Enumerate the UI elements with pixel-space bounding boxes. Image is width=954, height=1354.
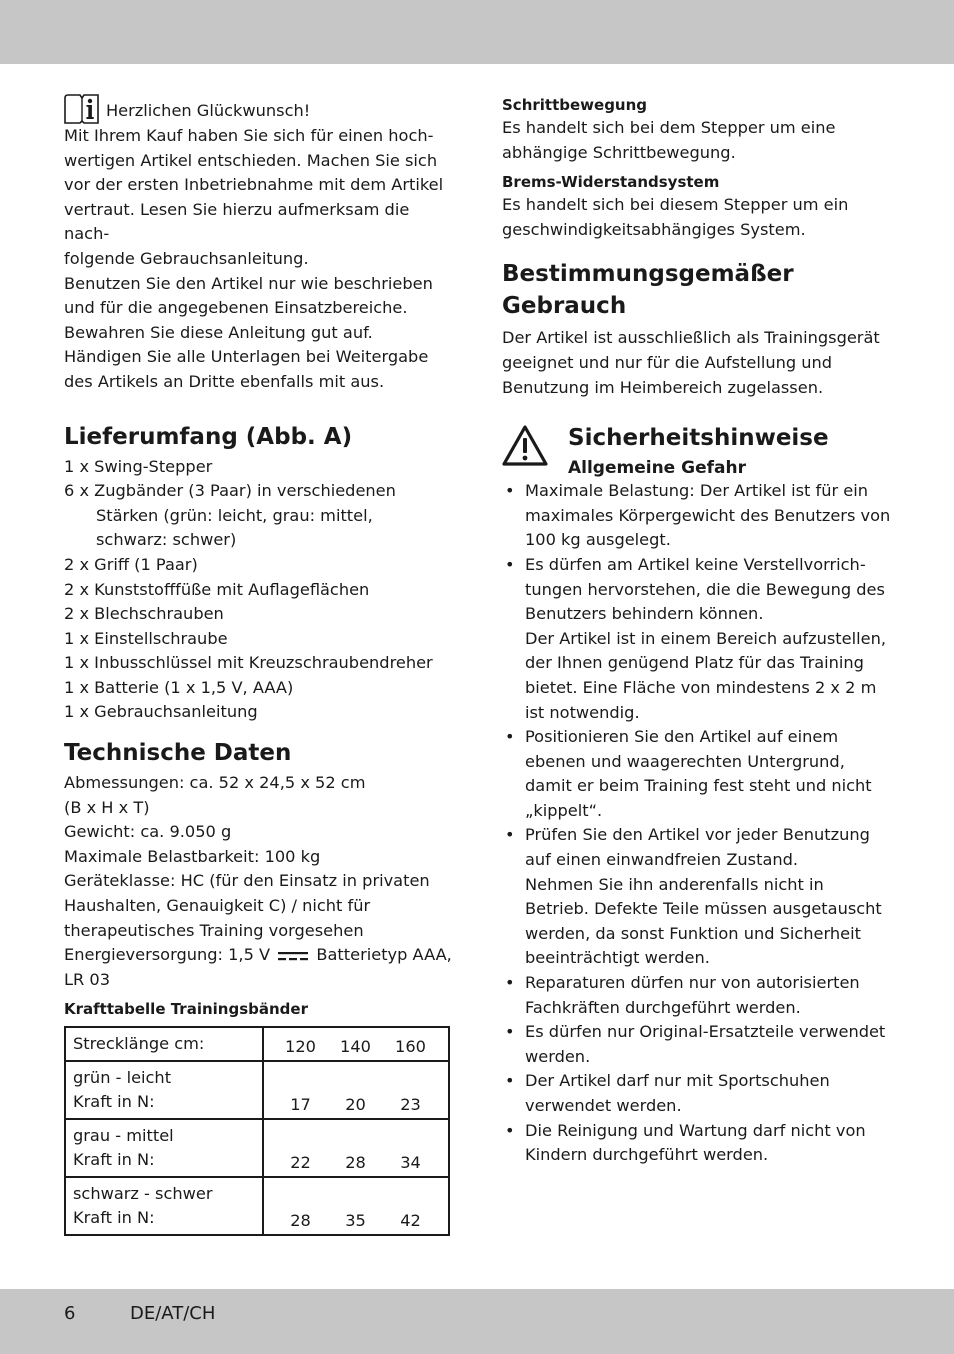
- intro-greeting: Herzlichen Glückwunsch!: [106, 101, 311, 121]
- safety-bullet-line: beeinträchtigt werden.: [525, 948, 710, 968]
- list-item: 2 x Kunststofffüße mit Auflageflächen: [64, 579, 370, 599]
- table-row: [65, 1119, 449, 1177]
- safety-bullet: [502, 823, 894, 971]
- intro-line: Händigen Sie alle Unterlagen bei Weitergabe: [64, 347, 429, 367]
- sicherheit-heading: Sicherheitshinweise: [568, 425, 829, 452]
- table-row: [65, 1177, 449, 1235]
- lieferumfang-heading: Lieferumfang (Abb. A): [64, 423, 353, 450]
- table-header-label: Strecklänge cm:: [65, 1027, 263, 1061]
- krafttabelle-heading: Krafttabelle Trainingsbänder: [64, 1000, 308, 1019]
- list-item: 1 x Gebrauchsanleitung: [64, 702, 258, 722]
- krafttabelle-table: [64, 1026, 450, 1236]
- safety-bullet-line: ebenen und waagerechten Untergrund,: [525, 751, 845, 771]
- safety-bullet: [502, 1020, 894, 1069]
- intro-line: folgende Gebrauchsanleitung.: [64, 248, 309, 268]
- bestimmung-line: Der Artikel ist ausschließlich als Trainingsgerät: [502, 328, 880, 348]
- left-column: [64, 94, 456, 1236]
- tech-line: (B x H x T): [64, 797, 150, 817]
- safety-bullet: [502, 1119, 894, 1168]
- table-value: 35: [345, 1211, 366, 1231]
- table-value: 120: [285, 1037, 316, 1057]
- list-item-continuation: Stärken (grün: leicht, grau: mittel,: [96, 505, 373, 525]
- tech-line: therapeutisches Training vorgesehen: [64, 920, 364, 940]
- safety-bullet-line: ist notwendig.: [525, 702, 640, 722]
- safety-bullet-line: damit er beim Training fest steht und nicht: [525, 776, 872, 796]
- safety-bullet-line: • Der Artikel darf nur mit Sportschuhen: [525, 1071, 830, 1091]
- energy-last-line: LR 03: [64, 969, 111, 989]
- table-value: 160: [395, 1037, 426, 1057]
- table-row-label-line: schwarz - schwer: [73, 1184, 213, 1204]
- list-item: 2 x Blechschrauben: [64, 604, 224, 624]
- bestimmung-heading-line1: Bestimmungsgemäßer: [502, 261, 794, 288]
- intro-line: Bewahren Sie diese Anleitung gut auf.: [64, 322, 373, 342]
- intro-line: vertraut. Lesen Sie hierzu aufmerksam die nach-: [64, 199, 410, 244]
- tech-line: Maximale Belastbarkeit: 100 kg: [64, 846, 321, 866]
- table-row-label-line: Kraft in N:: [73, 1092, 155, 1112]
- safety-bullet-line: werden, da sonst Funktion und Sicherheit: [525, 923, 861, 943]
- list-item: 1 x Einstellschraube: [64, 628, 228, 648]
- allgemeine-gefahr-heading: Allgemeine Gefahr: [568, 458, 746, 479]
- header-bar: [0, 0, 954, 64]
- table-row-values: [263, 1119, 449, 1177]
- schrittbewegung-line: Es handelt sich bei dem Stepper um eine: [502, 118, 836, 137]
- safety-bullet-line: Kindern durchgeführt werden.: [525, 1145, 769, 1165]
- safety-bullet-line: auf einen einwandfreien Zustand.: [525, 850, 799, 870]
- safety-bullet-line: • Es dürfen am Artikel keine Verstellvorrich-: [525, 554, 866, 574]
- bremssystem-text: [502, 193, 894, 242]
- safety-bullet: [502, 479, 894, 553]
- safety-bullet-line: tungen hervorstehen, die die Bewegung des: [525, 579, 885, 599]
- intro-text: [64, 124, 456, 395]
- table-value: 28: [345, 1153, 366, 1173]
- table-header-values: [263, 1027, 449, 1061]
- sicherheit-list: [502, 479, 894, 1168]
- sicherheit-header: [502, 422, 894, 479]
- safety-bullet-line: • Es dürfen nur Original-Ersatzteile verwendet: [525, 1022, 886, 1042]
- table-value: 34: [400, 1153, 421, 1173]
- safety-bullet-line: verwendet werden.: [525, 1096, 682, 1115]
- table-row-values: [263, 1061, 449, 1119]
- safety-bullet-line: der Ihnen genügend Platz für das Training: [525, 653, 864, 673]
- table-row-label-line: Kraft in N:: [73, 1150, 155, 1170]
- energy-line: [64, 943, 456, 968]
- safety-bullet-line: • Prüfen Sie den Artikel vor jeder Benutzung: [525, 825, 870, 845]
- safety-bullet-line: Fachkräften durchgeführt werden.: [525, 997, 801, 1017]
- table-row-label: [65, 1119, 263, 1177]
- safety-bullet-line: • Positionieren Sie den Artikel auf einem: [525, 727, 839, 747]
- safety-bullet: [502, 553, 894, 725]
- table-row-label-line: Kraft in N:: [73, 1208, 155, 1228]
- technische-daten-text: [64, 771, 456, 943]
- table-row-label-line: grau - mittel: [73, 1126, 174, 1146]
- list-item: 2 x Griff (1 Paar): [64, 554, 198, 574]
- tech-line: Abmessungen: ca. 52 x 24,5 x 52 cm: [64, 773, 366, 793]
- intro-line: des Artikels an Dritte ebenfalls mit aus.: [64, 371, 385, 391]
- intro-line: wertigen Artikel entschieden. Machen Sie sich: [64, 150, 438, 170]
- bestimmung-text: [502, 326, 894, 400]
- bestimmung-line: Benutzung im Heimbereich zugelassen.: [502, 377, 824, 397]
- intro-line: und für die angegebenen Einsatzbereiche.: [64, 298, 408, 318]
- energy-prefix: Energieversorgung: 1,5 V: [64, 945, 271, 965]
- table-header-row: [65, 1027, 449, 1061]
- safety-bullet-line: werden.: [525, 1046, 591, 1066]
- intro-first-line: [64, 94, 456, 124]
- intro-line: vor der ersten Inbetriebnahme mit dem Artikel: [64, 175, 444, 195]
- safety-bullet-line: Betrieb. Defekte Teile müssen ausgetauscht: [525, 899, 882, 919]
- safety-bullet-line: • Maximale Belastung: Der Artikel ist für ein: [525, 481, 869, 501]
- technische-daten-heading: Technische Daten: [64, 740, 292, 767]
- table-row-label-line: grün - leicht: [73, 1068, 172, 1088]
- tech-line: Gewicht: ca. 9.050 g: [64, 822, 232, 842]
- safety-bullet-line: Der Artikel ist in einem Bereich aufzustellen,: [525, 628, 886, 648]
- intro-line: Benutzen Sie den Artikel nur wie beschrieben: [64, 273, 433, 293]
- list-item: 6 x Zugbänder (3 Paar) in verschiedenen: [64, 481, 396, 501]
- page-number: 6: [64, 1303, 76, 1324]
- safety-bullet-line: „kippelt“.: [525, 800, 603, 820]
- safety-bullet-line: Nehmen Sie ihn anderenfalls nicht in: [525, 874, 824, 894]
- bremssystem-line: Es handelt sich bei diesem Stepper um ein: [502, 195, 849, 215]
- safety-bullet-line: Benutzers behindern können.: [525, 604, 764, 624]
- safety-bullet-line: maximales Körpergewicht des Benutzers von: [525, 505, 891, 525]
- dc-current-symbol-icon: [277, 950, 309, 962]
- table-row-label: [65, 1177, 263, 1235]
- table-row: [65, 1061, 449, 1119]
- table-value: 17: [290, 1095, 311, 1115]
- warning-triangle-icon: [502, 424, 548, 466]
- tech-line: Haushalten, Genauigkeit C) / nicht für: [64, 896, 371, 916]
- safety-bullet-line: bietet. Eine Fläche von mindestens 2 x 2 m: [525, 677, 877, 697]
- table-value: 20: [345, 1095, 366, 1115]
- lieferumfang-list: [64, 455, 456, 726]
- safety-bullet: [502, 971, 894, 1020]
- table-value: 28: [290, 1211, 311, 1231]
- schrittbewegung-heading: Schrittbewegung: [502, 96, 648, 114]
- bestimmung-line: geeignet und nur für die Aufstellung und: [502, 352, 833, 372]
- table-value: 140: [340, 1037, 371, 1057]
- list-item: 1 x Batterie (1 x 1,5 V, AAA): [64, 677, 294, 697]
- bremssystem-line: geschwindigkeitsabhängiges System.: [502, 219, 806, 239]
- list-item: 1 x Inbusschlüssel mit Kreuzschraubendreher: [64, 653, 433, 673]
- table-value: 42: [400, 1211, 421, 1231]
- tech-line: Geräteklasse: HC (für den Einsatz in privaten: [64, 871, 430, 891]
- schrittbewegung-text: [502, 116, 894, 165]
- intro-line: Mit Ihrem Kauf haben Sie sich für einen hoch-: [64, 126, 434, 145]
- table-value: 23: [400, 1095, 421, 1115]
- list-item: 1 x Swing-Stepper: [64, 456, 213, 476]
- right-column: [502, 94, 894, 1168]
- safety-bullet-line: • Reparaturen dürfen nur von autorisierten: [525, 973, 860, 993]
- table-row-values: [263, 1177, 449, 1235]
- schrittbewegung-line: abhängige Schrittbewegung.: [502, 142, 736, 162]
- safety-bullet: [502, 725, 894, 823]
- table-value: 22: [290, 1153, 311, 1173]
- safety-bullet-line: • Die Reinigung und Wartung darf nicht von: [525, 1120, 866, 1140]
- region-label: DE/AT/CH: [130, 1303, 216, 1324]
- table-row-label: [65, 1061, 263, 1119]
- bestimmung-heading-line2: Gebrauch: [502, 293, 627, 320]
- energy-suffix: Batterietyp AAA,: [316, 945, 452, 965]
- safety-bullet: [502, 1069, 894, 1118]
- info-icon: [64, 94, 100, 124]
- bremssystem-heading: Brems-Widerstandsystem: [502, 173, 720, 192]
- list-item-continuation: schwarz: schwer): [96, 530, 237, 550]
- safety-bullet-line: 100 kg ausgelegt.: [525, 530, 671, 550]
